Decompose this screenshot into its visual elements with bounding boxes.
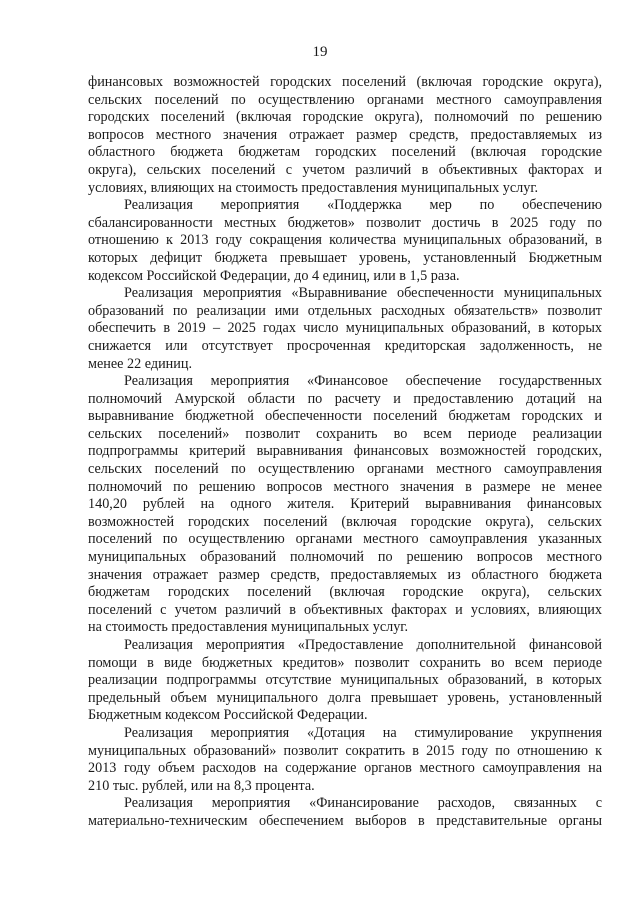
text-line: 140,20 рублей на одного жителя. Критерий выравнивания финансовых <box>88 496 602 513</box>
text-line: сбалансированности местных бюджетов» позволит достичь в 2025 году по <box>88 214 602 231</box>
text-line: отношению к 2013 году сокращения количества муниципальных образований, в <box>88 232 602 249</box>
text-line: материально-техническим обеспечением выборов в представительные органы <box>88 812 602 829</box>
text-line: реализации подпрограммы отсутствие муниципальных образований, в которых <box>88 672 602 689</box>
text-line: условиях, влияющих на стоимость предоставления муниципальных услуг. <box>88 179 539 196</box>
text-line: муниципальных образований» позволит сократить в 2015 году по отношению к <box>88 742 602 759</box>
text-line: Реализация мероприятия «Дотация на стимулирование укрупнения <box>124 724 602 741</box>
page-number: 19 <box>312 44 328 60</box>
paragraph <box>88 74 602 197</box>
text-line: значения отражает размер средств, предоставляемых из областного бюджета <box>88 566 602 583</box>
text-line: Реализация мероприятия «Предоставление дополнительной финансовой <box>124 637 602 653</box>
text-line: областного бюджета бюджетам городских поселений (включая городские <box>88 144 602 161</box>
text-line: округа), сельских поселений с учетом различий в объективных факторах и <box>88 161 602 178</box>
text-line: возможностей городских поселений (включая городские округа), сельских <box>88 513 602 530</box>
paragraph <box>88 285 602 373</box>
text-line: Реализация мероприятия «Финансирование расходов, связанных с <box>124 795 602 812</box>
paragraph <box>88 637 602 725</box>
paragraph <box>88 795 602 830</box>
text-line: на стоимость предоставления муниципальных услуг. <box>88 619 409 636</box>
document-body <box>88 74 602 831</box>
paragraph <box>88 373 602 637</box>
text-line: обеспечить в 2019 – 2025 годах число муниципальных образований, в которых <box>88 320 602 337</box>
text-line: вопросов местного значения отражает размер средств, предоставляемых из <box>88 126 602 143</box>
text-line: предельный объем муниципального долга превышает уровень, установленный <box>88 689 602 706</box>
text-line: 210 тыс. рублей, или на 8,3 процента. <box>88 777 315 794</box>
text-line: кодексом Российской Федерации, до 4 единиц, или в 1,5 раза. <box>88 267 460 284</box>
text-line: муниципальных образований полномочий по решению вопросов местного <box>88 549 602 566</box>
text-line: подпрограммы критерий выравнивания финансовых возможностей городских, <box>88 443 602 460</box>
text-line: 2013 году объем расходов на содержание органов местного самоуправления на <box>88 760 602 777</box>
text-line: финансовых возможностей городских поселений (включая городские округа), <box>88 74 602 90</box>
text-line: полномочий Амурской области по расчету и предоставлению дотаций на <box>88 390 602 407</box>
text-line: снижается или отсутствует просроченная кредиторская задолженность, не <box>88 337 602 354</box>
text-line: сельских поселений по осуществлению органами местного самоуправления <box>88 91 602 108</box>
text-line: образований по реализации ими отдельных расходных обязательств» позволит <box>88 302 602 319</box>
paragraph <box>88 725 602 795</box>
text-line: полномочий по решению вопросов местного значения в размере не менее <box>88 478 602 495</box>
text-line: Реализация мероприятия «Поддержка мер по обеспечению <box>124 197 602 214</box>
text-line: Реализация мероприятия «Финансовое обеспечение государственных <box>124 373 602 390</box>
text-line: Бюджетным кодексом Российской Федерации. <box>88 707 368 724</box>
text-line: Реализация мероприятия «Выравнивание обеспеченности муниципальных <box>124 285 602 302</box>
text-line: которых дефицит бюджета превышает уровень, установленный Бюджетным <box>88 249 602 266</box>
paragraph <box>88 197 602 285</box>
text-line: сельских поселений по осуществлению органами местного самоуправления <box>88 461 602 478</box>
text-line: бюджетам городских поселений (включая городские округа), сельских <box>88 584 602 601</box>
text-line: городских поселений (включая городские округа), полномочий по решению <box>88 109 602 126</box>
text-line: выравнивание бюджетной обеспеченности поселений бюджетам городских и <box>88 408 602 425</box>
text-line: менее 22 единиц. <box>88 355 192 372</box>
text-line: сельских поселений» позволит сохранить во всем периоде реализации <box>88 425 602 442</box>
text-line: помощи в виде бюджетных кредитов» позволит сохранить во всем периоде <box>88 654 602 671</box>
text-line: поселений по осуществлению органами местного самоуправления указанных <box>88 531 602 548</box>
text-line: поселений с учетом различий в объективных факторах и условиях, влияющих <box>88 601 602 618</box>
